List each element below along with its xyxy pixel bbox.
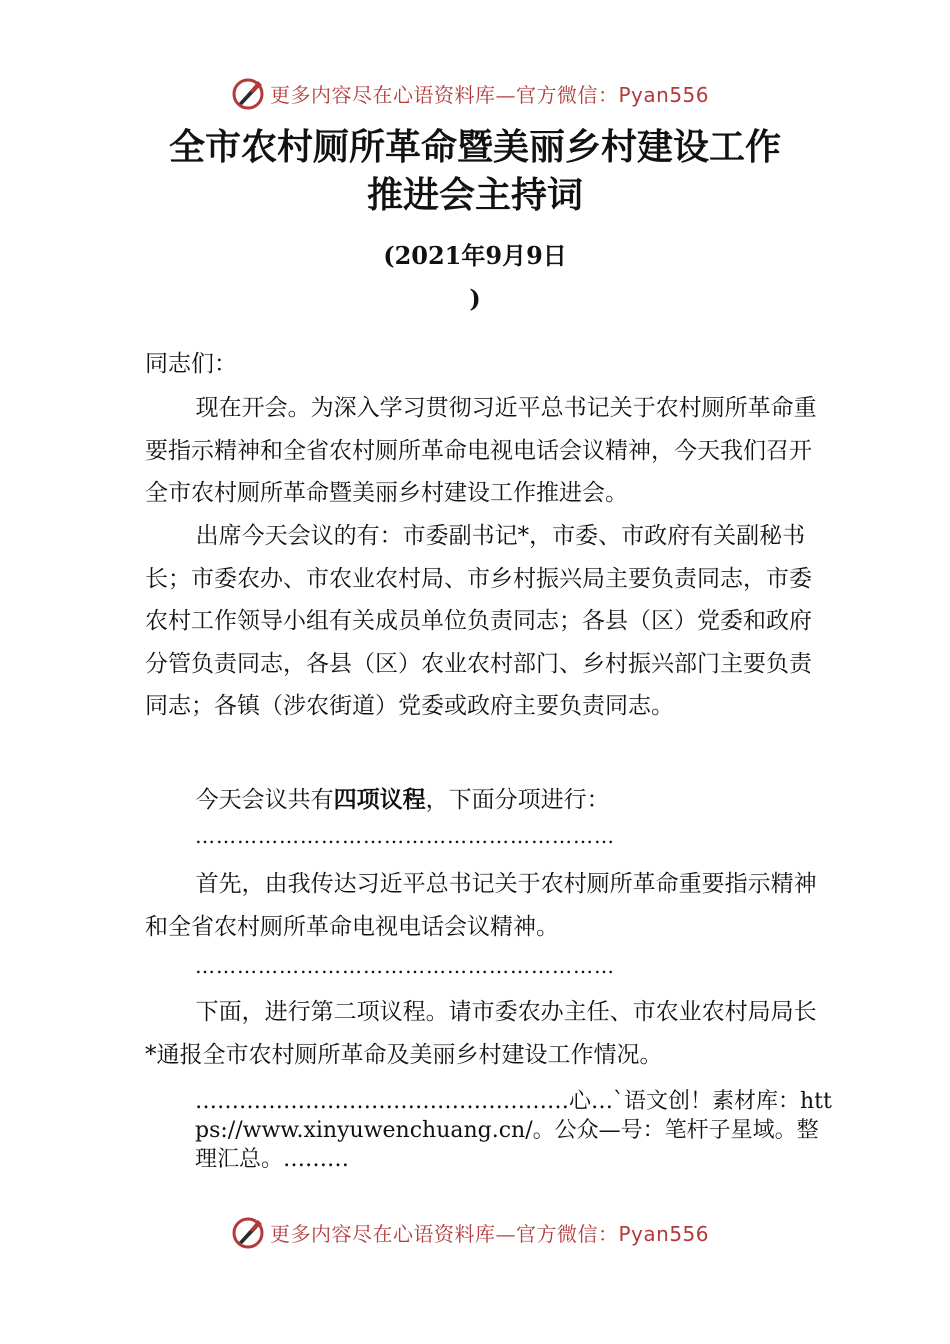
wechat-id: Pyan556: [618, 82, 710, 107]
greeting: 同志们：: [145, 351, 237, 377]
ellipsis-divider-1: ……………………………………………………: [195, 824, 615, 848]
footer-banner: [230, 1212, 709, 1252]
ellipsis-divider-2: ……………………………………………………: [195, 954, 615, 978]
banner-text: 更多内容尽在心语资料库—官方微信：Pyan556: [270, 82, 710, 107]
date-line2: ): [469, 284, 481, 313]
date-line1: (2021年9月9日: [383, 241, 567, 270]
paragraph-opening: 现在开会。为深入学习贯彻习近平总书记关于农村厕所革命重要指示精神和全省农村厕所革命电视电话会议精神，今天我们召开全市农村厕所革命暨美丽乡村建设工作推进会。: [145, 395, 817, 506]
wechat-id: Pyan556: [618, 1221, 710, 1246]
banner-text: 更多内容尽在心语资料库—官方微信：Pyan556: [270, 1221, 710, 1246]
document-title-line2: 推进会主持词: [366, 174, 583, 216]
source-note: ……………………………………………心…`语文创！素材库：https://www.xinyuwenchuang.cn/。公众—号：笔杆子星域。整理汇总。………: [195, 1089, 832, 1172]
paragraph-agenda: 今天会议共有四项议程，下面分项进行：: [195, 787, 610, 813]
document-title-line1: 全市农村厕所革命暨美丽乡村建设工作: [168, 126, 781, 168]
agenda-count-bold: 四项议程: [333, 787, 426, 813]
quill-logo-icon: [230, 1214, 266, 1250]
header-banner: [230, 73, 709, 113]
paragraph-attendees: 出席今天会议的有：市委副书记*，市委、市政府有关副秘书长；市委农办、市农业农村局、市乡村振兴局主要负责同志，市委农村工作领导小组有关成员单位负责同志；各县（区）党委和政府分管负责同志，各县（区）农业农村部门、乡村振兴部门主要负责同志；各镇（涉农街道）党委或政府主要负责同志。: [145, 523, 812, 719]
quill-logo-icon: [230, 75, 266, 111]
paragraph-first-item: 首先，由我传达习近平总书记关于农村厕所革命重要指示精神和全省农村厕所革命电视电话会议精神。: [145, 871, 817, 940]
paragraph-second-item: 下面，进行第二项议程。请市委农办主任、市农业农村局局长*通报全市农村厕所革命及美丽乡村建设工作情况。: [145, 999, 817, 1068]
